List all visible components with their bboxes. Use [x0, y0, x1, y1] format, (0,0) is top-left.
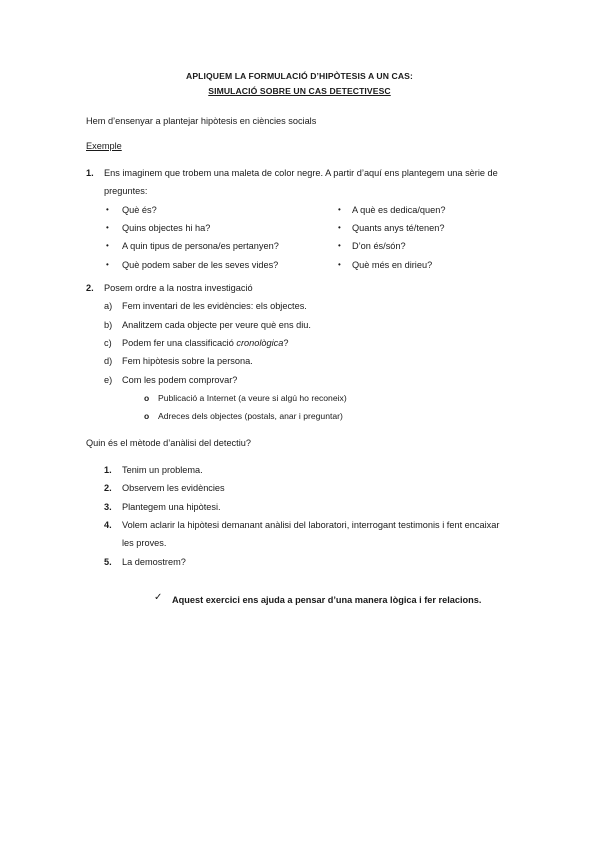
method-step-2: Observem les evidències [122, 483, 225, 493]
step-letter: e) [104, 375, 113, 385]
intro-text: Hem d’ensenyar a plantejar hipòtesis en ciències socials [86, 116, 317, 126]
question-right-2: Quants anys té/tenen? [352, 223, 445, 233]
method-step-4: Volem aclarir la hipòtesi demanant anàlisi del laboratori, interrogant testimonis i fent encaixar [122, 520, 500, 530]
step-b-text: Analitzem cada objecte per veure què ens diu. [122, 320, 311, 330]
bullet-icon: • [106, 223, 109, 232]
question-left-4: Què podem saber de les seves vides? [122, 260, 279, 270]
item-2-text: Posem ordre a la nostra investigació [104, 283, 253, 293]
sub-step-1: Publicació a Internet (a veure si algú ho reconeix) [158, 393, 347, 403]
method-step-number: 3. [104, 502, 112, 512]
checkmark-icon: ✓ [154, 592, 163, 603]
bullet-icon: • [106, 241, 109, 250]
item-1-line-1: Ens imaginem que trobem una maleta de color negre. A partir d’aquí ens plantegem una sèrie de [104, 168, 498, 178]
bullet-icon: • [338, 241, 341, 250]
question-right-4: Què més en dirieu? [352, 260, 433, 270]
item-2-number: 2. [86, 283, 94, 293]
step-c-main: Podem fer una classificació [122, 338, 237, 348]
step-e-text: Com les podem comprovar? [122, 375, 238, 385]
sub-bullet-icon: o [144, 393, 150, 403]
question-left-1: Què és? [122, 205, 157, 215]
step-c-after: ? [283, 338, 289, 348]
bullet-icon: • [338, 260, 341, 269]
step-letter: a) [104, 301, 113, 311]
bullet-icon: • [338, 223, 341, 232]
sub-bullet-icon: o [144, 411, 150, 421]
question-right-3: D’on és/són? [352, 241, 406, 251]
method-step-5: La demostrem? [122, 557, 186, 567]
step-letter: b) [104, 320, 113, 330]
method-step-number: 1. [104, 465, 112, 475]
step-d-text: Fem hipòtesis sobre la persona. [122, 356, 253, 366]
item-1-number: 1. [86, 168, 94, 178]
question-left-3: A quin tipus de persona/es pertanyen? [122, 241, 279, 251]
step-c-italic: cronològica [236, 338, 284, 348]
item-1-line-2: preguntes: [104, 186, 148, 196]
title-line-1: APLIQUEM LA FORMULACIÓ D’HIPÒTESIS A UN CAS: [186, 71, 413, 81]
bullet-icon: • [106, 260, 109, 269]
conclusion-text: Aquest exercici ens ajuda a pensar d’una manera lògica i fer relacions. [172, 595, 482, 605]
question-right-1: A què es dedica/quen? [352, 205, 446, 215]
method-step-number: 5. [104, 557, 112, 567]
question-left-2: Quins objectes hi ha? [122, 223, 211, 233]
method-step-number: 4. [104, 520, 112, 530]
method-step-1: Tenim un problema. [122, 465, 203, 475]
sub-step-2: Adreces dels objectes (postals, anar i preguntar) [158, 411, 343, 421]
method-step-3: Plantegem una hipòtesi. [122, 502, 221, 512]
step-c-text [122, 338, 289, 348]
method-step-4-cont: les proves. [122, 538, 167, 548]
method-step-number: 2. [104, 483, 112, 493]
title-line-2: SIMULACIÓ SOBRE UN CAS DETECTIVESC [208, 86, 391, 96]
bullet-icon: • [338, 205, 341, 214]
bullet-icon: • [106, 205, 109, 214]
step-letter: c) [104, 338, 112, 348]
example-heading: Exemple [86, 141, 122, 151]
step-a-text: Fem inventari de les evidències: els objectes. [122, 301, 307, 311]
step-letter: d) [104, 356, 113, 366]
method-question: Quin és el mètode d’anàlisi del detectiu? [86, 438, 251, 448]
